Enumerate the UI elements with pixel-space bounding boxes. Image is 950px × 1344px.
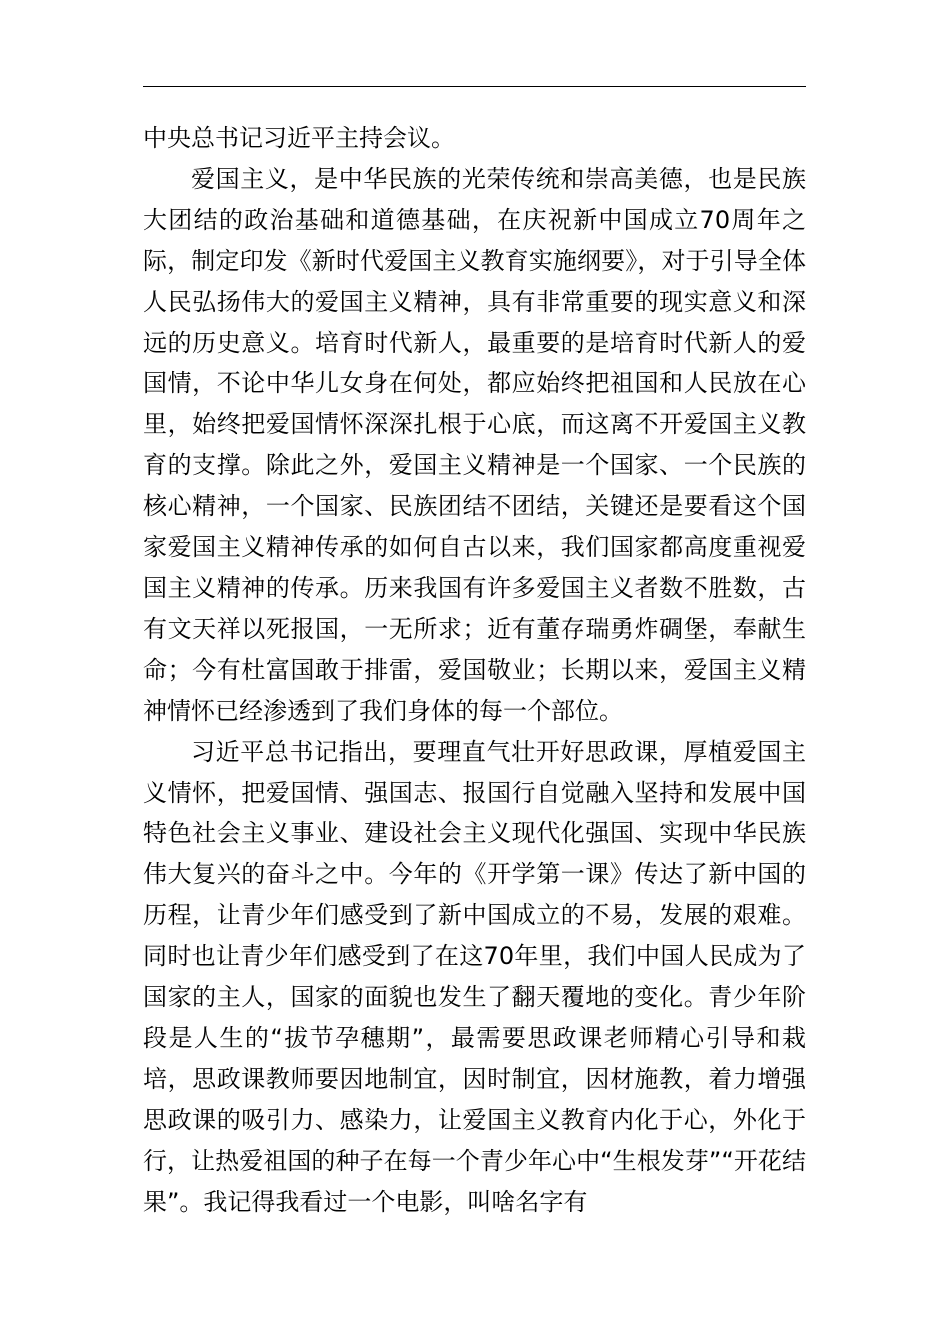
paragraph-2: 爱国主义，是中华民族的光荣传统和崇高美德，也是民族大团结的政治基础和道德基础，在庆祝新中国成立70周年之际，制定印发《新时代爱国主义教育实施纲要》，对于引导全体人民弘扬伟大的爱国主义精神，具有非常重要的现实意义和深远的历史意义。培育时代新人，最重要的是培育时代新人的爱国情，不论中华儿女身在何处，都应始终把祖国和人民放在心里，始终把爱国情怀深深扎根于心底，而这离不开爱国主义教育的支撑。除此之外，爱国主义精神是一个国家、一个民族的核心精神，一个国家、民族团结不团结，关键还是要看这个国家爱国主义精神传承的如何自古以来，我们国家都高度重视爱国主义精神的传承。历来我国有许多爱国主义者数不胜数，古有文天祥以死报国，一无所求；近有董存瑞勇炸碉堡，奉献生命；今有杜富国敢于排雷，爱国敬业；长期以来，爱国主义精神情怀已经渗透到了我们身体的每一个部位。 — [143, 164, 806, 725]
header-rule — [143, 86, 806, 87]
body-text — [143, 118, 806, 1222]
paragraph-1: 中央总书记习近平主持会议。 — [143, 124, 455, 152]
paragraph-3: 习近平总书记指出，要理直气壮开好思政课，厚植爱国主义情怀，把爱国情、强国志、报国行自觉融入坚持和发展中国特色社会主义事业、建设社会主义现代化强国、实现中华民族伟大复兴的奋斗之中。今年的《开学第一课》传达了新中国的历程，让青少年们感受到了新中国成立的不易，发展的艰难。同时也让青少年们感受到了在这70年里，我们中国人民成为了国家的主人，国家的面貌也发生了翻天覆地的变化。青少年阶段是人生的“拔节孕穗期”，最需要思政课老师精心引导和栽培，思政课教师要因地制宜，因时制宜，因材施教，着力增强思政课的吸引力、感染力，让爱国主义教育内化于心，外化于行，让热爱祖国的种子在每一个青少年心中“生根发芽”“开花结果”。我记得我看过一个电影，叫啥名字有 — [143, 737, 806, 1216]
